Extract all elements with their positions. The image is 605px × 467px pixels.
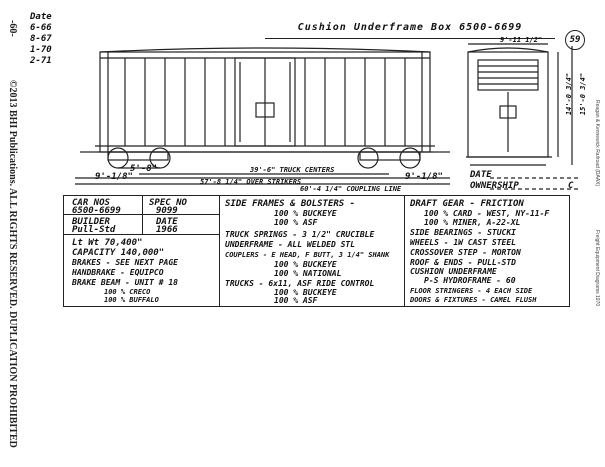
capacity: CAPACITY 140,000" bbox=[72, 248, 165, 258]
handbrake: HANDBRAKE - EQUIPCO bbox=[72, 268, 164, 277]
date-entry: 2-71 bbox=[30, 56, 52, 66]
specs-column-2 bbox=[219, 196, 405, 306]
brake-beam-a: 100 % CRECO bbox=[104, 288, 151, 296]
builder-value: Pull-Std bbox=[72, 225, 116, 235]
crossover-step: CROSSOVER STEP - MORTON bbox=[410, 248, 521, 257]
over-strikers-dim: 57'-8 1/4" OVER STRIKERS bbox=[200, 178, 302, 186]
couplers-b: 100 % NATIONAL bbox=[274, 269, 342, 278]
ownership-label: OWNERSHIP bbox=[470, 181, 519, 191]
truck-springs: TRUCK SPRINGS - 3 1/2" CRUCIBLE bbox=[225, 230, 375, 239]
specs-column-1 bbox=[64, 196, 220, 306]
side-frames-a: 100 % BUCKEYE bbox=[274, 209, 337, 218]
specs-table bbox=[63, 195, 570, 307]
trucks-a: 100 % BUCKEYE bbox=[274, 288, 337, 297]
left-end-offset-dim: 9'-1/8" bbox=[95, 172, 133, 182]
cushion-underframe-a: P-S HYDROFRAME - 60 bbox=[424, 276, 516, 285]
date-entry: 8-67 bbox=[30, 34, 52, 44]
wheels: WHEELS - 1W CAST STEEL bbox=[410, 238, 516, 247]
side-frames-b: 100 % ASF bbox=[274, 218, 318, 227]
doors-fixtures: DOORS & FIXTURES - CAMEL FLUSH bbox=[410, 296, 537, 304]
underframe: UNDERFRAME - ALL WELDED STL bbox=[225, 240, 356, 249]
trucks: TRUCKS - 6x11, ASF RIDE CONTROL bbox=[225, 279, 375, 288]
brakes: BRAKES - SEE NEXT PAGE bbox=[72, 258, 178, 267]
date-heading: Date bbox=[30, 12, 52, 22]
brake-beam-b: 100 % BUFFALO bbox=[104, 296, 159, 304]
end-width-dim: 9'-11 1/2" bbox=[500, 36, 543, 44]
right-margin-line: Freight Equipment Diagrams 1970 bbox=[594, 230, 600, 307]
right-margin-line: Reagan & Kennewick Railroad (DAAX) bbox=[594, 100, 600, 187]
builder-label: BUILDER bbox=[72, 217, 110, 227]
page-marker: -60- bbox=[7, 20, 18, 37]
specs-column-3 bbox=[404, 196, 569, 306]
right-end-offset-dim: 9'-1/8" bbox=[405, 172, 443, 182]
roof-ends: ROOF & ENDS - PULL-STD bbox=[410, 258, 516, 267]
height-b-dim: 15'-0 3/4" bbox=[579, 72, 588, 116]
floor-stringers: FLOOR STRINGERS - 4 EACH SIDE bbox=[410, 287, 533, 295]
car-nos-value: 6500-6699 bbox=[72, 206, 121, 216]
draft-gear-b: 100 % MINER, A-22-XL bbox=[424, 218, 521, 227]
side-bearings: SIDE BEARINGS - STUCKI bbox=[410, 228, 516, 237]
brake-beam: BRAKE BEAM - UNIT # 18 bbox=[72, 278, 178, 287]
page-number: 59 bbox=[565, 30, 585, 50]
ownership-value: C bbox=[568, 181, 574, 191]
spec-no-value: 9099 bbox=[156, 206, 178, 216]
draft-gear: DRAFT GEAR - FRICTION bbox=[410, 199, 524, 209]
car-nos-label: CAR NOS bbox=[72, 198, 110, 208]
cushion-underframe: CUSHION UNDERFRAME bbox=[410, 267, 497, 276]
height-a-dim: 14'-0 3/4" bbox=[565, 72, 574, 116]
date-value: 1966 bbox=[156, 225, 178, 235]
date-label: DATE bbox=[156, 217, 178, 227]
couplers: COUPLERS - E HEAD, F BUTT, 3 1/4" SHANK bbox=[225, 251, 390, 259]
lt-wt: Lt Wt 70,400" bbox=[72, 238, 143, 248]
draft-gear-a: 100 % CARD - WEST, NY-11-F bbox=[424, 209, 550, 218]
date-entry: 6-66 bbox=[30, 23, 52, 33]
truck-centers-dim: 39'-6" TRUCK CENTERS bbox=[250, 166, 335, 174]
couplers-a: 100 % BUCKEYE bbox=[274, 260, 337, 269]
truck-wheelbase-dim: 5'-8" bbox=[130, 164, 158, 174]
diagram-title: Cushion Underframe Box 6500-6699 bbox=[265, 22, 555, 39]
coupling-line-dim: 60'-4 1/4" COUPLING LINE bbox=[300, 185, 402, 193]
trucks-b: 100 % ASF bbox=[274, 296, 318, 305]
spec-no-label: SPEC NO bbox=[149, 198, 187, 208]
date-entry: 1-70 bbox=[30, 45, 52, 55]
copyright-notice: ©2013 BHI Publications. ALL RIGHTS RESERVED. DUPLICATION PROHIBITED bbox=[7, 80, 18, 448]
side-frames: SIDE FRAMES & BOLSTERS - bbox=[225, 199, 356, 209]
ownership-date-label: DATE bbox=[470, 170, 492, 180]
